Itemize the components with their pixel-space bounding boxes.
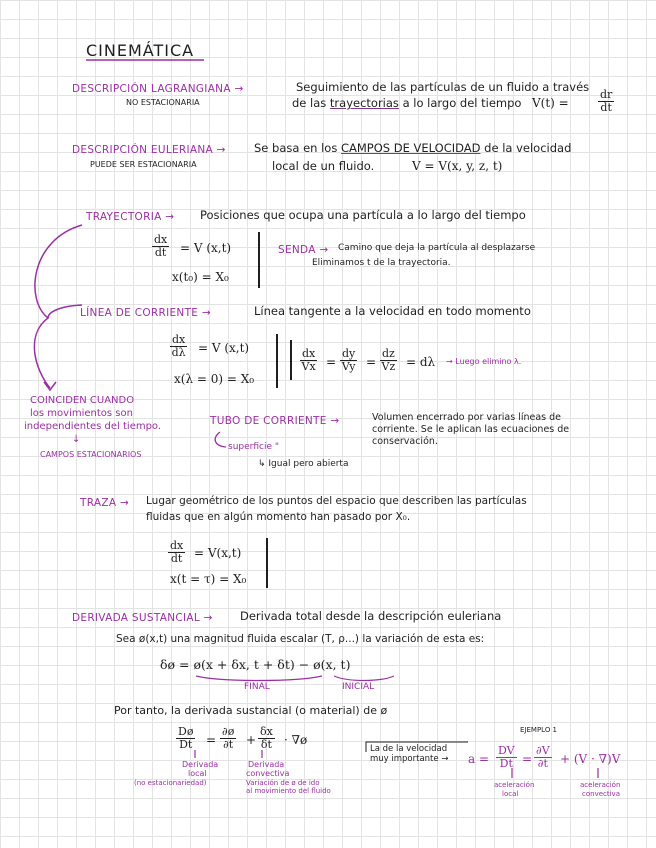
trayectoria-heading: TRAYECTORIA → bbox=[86, 211, 175, 223]
trayectoria-text: Posiciones que ocupa una partícula a lo largo del tiempo bbox=[200, 208, 526, 222]
trayectoria-eq2: x(t₀) = X₀ bbox=[172, 270, 229, 284]
derivada-conv3: Variación de ø de ido bbox=[246, 779, 320, 787]
trayectoria-eq1-rhs: = V (x,t) bbox=[180, 241, 232, 255]
derivada-dot: · ∇ø bbox=[284, 733, 308, 747]
derivada-a-lhs: a = bbox=[468, 752, 490, 766]
senda-text2: Eliminamos t de la trayectoria. bbox=[312, 258, 451, 268]
traza-text1: Lugar geométrico de los puntos del espacio que describen las partículas bbox=[146, 495, 527, 507]
tubo-superficie: superficie " bbox=[228, 442, 279, 452]
derivada-sea: Sea ø(x,t) una magnitud fluida escalar (T, ρ...) la variación de esta es: bbox=[116, 633, 485, 645]
derivada-ejemplo: EJEMPLO 1 bbox=[520, 726, 558, 734]
tubo-text2: corriente. Se le aplican las ecuaciones de bbox=[372, 424, 570, 435]
derivada-local1: Derivada bbox=[182, 760, 219, 769]
derivada-conv1: Derivada bbox=[248, 760, 285, 769]
trayectoria-bar bbox=[258, 232, 260, 288]
derivada-a-partial-frac: $\frac{\partial V}{\partial t}$ bbox=[536, 744, 550, 770]
corriente-f2: $\frac{dy}{Vy}$ bbox=[341, 347, 356, 373]
tubo-text1: Volumen encerrado por varias líneas de bbox=[372, 412, 561, 423]
trayectoria-eq1-frac: $\frac{dx}{dt}$ bbox=[154, 233, 168, 259]
coinciden-line1: COINCIDEN CUANDO bbox=[30, 395, 135, 406]
lagrangiana-text2: de las trayectorias a lo largo del tiempo bbox=[292, 96, 522, 110]
derivada-acel-local2: local bbox=[502, 790, 519, 798]
lagrangiana-text1: Seguimiento de las partículas de un fluido a través bbox=[296, 80, 590, 94]
coinciden-arrow-icon: ↓ bbox=[72, 434, 81, 445]
derivada-d-frac: $\frac{Dø}{Dt}$ bbox=[178, 725, 194, 751]
traza-text2: fluidas que en algún momento han pasado por X₀. bbox=[146, 511, 411, 523]
lagrangiana-formula-frac: $\frac{dr}{dt}$ bbox=[600, 88, 613, 114]
corriente-tail: = dλ bbox=[406, 355, 436, 369]
corriente-bar-2 bbox=[290, 340, 292, 380]
corriente-eq1-frac: $\frac{dx}{d\lambda}$ bbox=[171, 333, 186, 359]
euleriana-text2: local de un fluido. bbox=[272, 159, 375, 173]
euleriana-text1: Se basa en los CAMPOS DE VELOCIDAD de la velocidad bbox=[254, 141, 572, 155]
corriente-eq-sign-2: = bbox=[366, 355, 377, 369]
traza-bar bbox=[266, 538, 268, 588]
derivada-conv4: al movimiento del fluido bbox=[246, 787, 331, 795]
derivada-p2-frac: $\frac{\delta x}{\delta t}$ bbox=[260, 725, 273, 751]
derivada-plus: + bbox=[246, 733, 257, 747]
corriente-eq2: x(λ = 0) = X₀ bbox=[174, 372, 255, 386]
corriente-f1: $\frac{dx}{Vx}$ bbox=[301, 347, 316, 373]
derivada-a-eq: = bbox=[522, 752, 533, 766]
lagrangiana-formula-lhs: V(t) = bbox=[532, 96, 569, 110]
derivada-local2: local bbox=[188, 769, 207, 778]
tubo-heading: TUBO DE CORRIENTE → bbox=[210, 415, 340, 427]
traza-heading: TRAZA → bbox=[80, 497, 130, 509]
derivada-portanto: Por tanto, la derivada sustancial (o material) de ø bbox=[114, 704, 388, 717]
bracket-curve bbox=[34, 225, 82, 388]
coinciden-line2: los movimientos son bbox=[30, 408, 133, 419]
derivada-la1: La de la velocidad bbox=[370, 744, 448, 754]
euleriana-formula: V = V(x, y, z, t) bbox=[412, 159, 503, 173]
derivada-inicial: INICIAL bbox=[342, 682, 375, 692]
derivada-local3: (no estacionariedad) bbox=[134, 779, 207, 787]
derivada-a-frac: $\frac{DV}{Dt}$ bbox=[498, 744, 515, 770]
corriente-f3: $\frac{dz}{Vz}$ bbox=[381, 347, 396, 373]
senda-heading: SENDA → bbox=[278, 244, 329, 256]
senda-text1: Camino que deja la partícula al desplazarse bbox=[338, 243, 536, 253]
corriente-heading: LÍNEA DE CORRIENTE → bbox=[80, 307, 211, 319]
corriente-eq-sign-1: = bbox=[326, 355, 337, 369]
down-arrow-icon bbox=[44, 382, 56, 390]
corriente-text: Línea tangente a la velocidad en todo momento bbox=[254, 304, 531, 318]
corriente-note: → Luego elimino λ. bbox=[446, 357, 522, 366]
derivada-text: Derivada total desde la descripción euleriana bbox=[240, 609, 502, 623]
euleriana-heading: DESCRIPCIÓN EULERIANA → bbox=[72, 144, 226, 156]
corriente-bar bbox=[276, 334, 278, 388]
derivada-acel-conv2: convectiva bbox=[582, 790, 620, 798]
corriente-eq1-rhs: = V (x,t) bbox=[198, 341, 250, 355]
derivada-a-tail: + (V · ∇)V bbox=[560, 752, 621, 766]
tubo-text3: conservación. bbox=[372, 436, 438, 447]
derivada-conv2: convectiva bbox=[246, 769, 290, 778]
derivada-eq: δø = ø(x + δx, t + δt) − ø(x, t) bbox=[160, 657, 351, 672]
derivada-la2: muy importante → bbox=[370, 754, 449, 764]
derivada-heading: DERIVADA SUSTANCIAL → bbox=[72, 612, 213, 624]
derivada-acel-local1: aceleración bbox=[494, 781, 535, 789]
derivada-eq-sign: = bbox=[206, 733, 217, 747]
coinciden-line4: CAMPOS ESTACIONARIOS bbox=[40, 450, 142, 459]
derivada-p1-frac: $\frac{\partial ø}{\partial t}$ bbox=[222, 725, 235, 751]
traza-eq1-rhs: = V(x,t) bbox=[194, 546, 242, 560]
euleriana-note: PUEDE SER ESTACIONARIA bbox=[90, 160, 197, 169]
lagrangiana-note: NO ESTACIONARIA bbox=[126, 98, 200, 107]
derivada-acel-conv1: aceleración bbox=[580, 781, 621, 789]
traza-eq1-frac: $\frac{dx}{dt}$ bbox=[170, 539, 184, 565]
coinciden-line3: independientes del tiempo. bbox=[24, 421, 162, 432]
traza-eq2: x(t = τ) = X₀ bbox=[170, 572, 247, 586]
tubo-igual: ↳ Igual pero abierta bbox=[258, 459, 349, 469]
lagrangiana-heading: DESCRIPCIÓN LAGRANGIANA → bbox=[72, 83, 244, 95]
page-title: CINEMÁTICA bbox=[86, 41, 195, 60]
derivada-final: FINAL bbox=[244, 682, 270, 692]
